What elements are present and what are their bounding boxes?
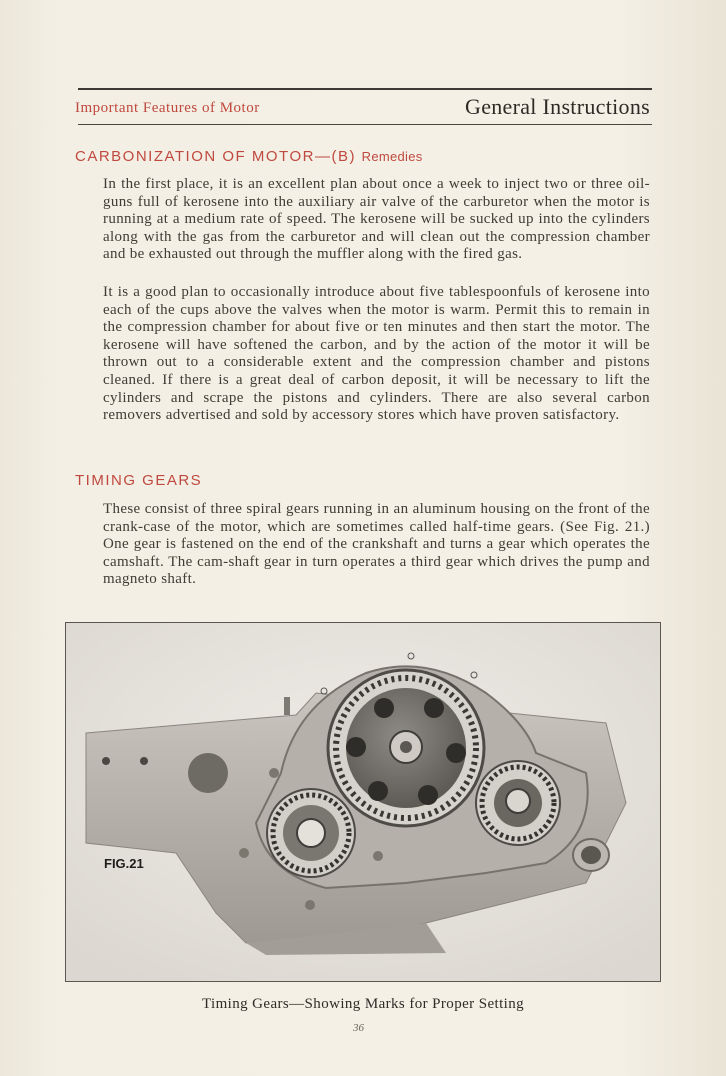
- timing-gears-illustration: [66, 623, 660, 981]
- figure-caption: Timing Gears—Showing Marks for Proper Setting: [201, 996, 525, 1012]
- carbonization-heading-text: CARBONIZATION OF MOTOR—(B): [75, 148, 356, 165]
- carbonization-paragraph-1: In the first place, it is an excellent plan about once a week to inject two or three oil-guns full of kerosene into the auxiliary air valve of the carburetor when the motor is running at a medium rate of speed. The kerosene will be sucked up into the cylinders along with the gas from the carburetor and will clean out the compression chamber and be exhausted out through the muffler along with the fired gas.: [103, 176, 650, 263]
- running-header-section: Important Features of Motor: [75, 100, 260, 116]
- running-header-title: General Instructions: [465, 94, 650, 119]
- timing-gears-paragraph: These consist of three spiral gears running in an aluminum housing on the front of the crank-case of the motor, which are sometimes called half-time gears. (See Fig. 21.) One gear is fastened on the end of the crankshaft and turns a gear which operates the camshaft. The cam-shaft gear in turn operates a third gear which drives the pump and magneto shaft.: [103, 501, 650, 588]
- figure-label: FIG.21: [104, 856, 144, 871]
- carbonization-paragraph-2: It is a good plan to occasionally introduce about five tablespoonfuls of kerosene into each of the cups above the valves when the motor is warm. Permit this to remain in the compression chamber for about five or ten minutes and then start the motor. The kerosene will have softened the carbon, and by the action of the motor it will be thrown out to a considerable extent and the compression chamber and pistons cleaned. If there is a great deal of carbon deposit, it will be necessary to lift the cylinders and scrape the pistons and cylinders. There are also several carbon removers advertised and sold by accessory stores which have proven satisfactory.: [103, 284, 650, 424]
- header-rule-bottom: [78, 124, 652, 125]
- figure-timing-gears-photo: [65, 622, 661, 982]
- page-number: 36: [353, 1022, 364, 1034]
- timing-gears-heading: TIMING GEARS: [75, 472, 203, 489]
- header-rule-top: [78, 88, 652, 90]
- carbonization-subheading: Remedies: [361, 149, 423, 164]
- carbonization-heading: [75, 148, 423, 165]
